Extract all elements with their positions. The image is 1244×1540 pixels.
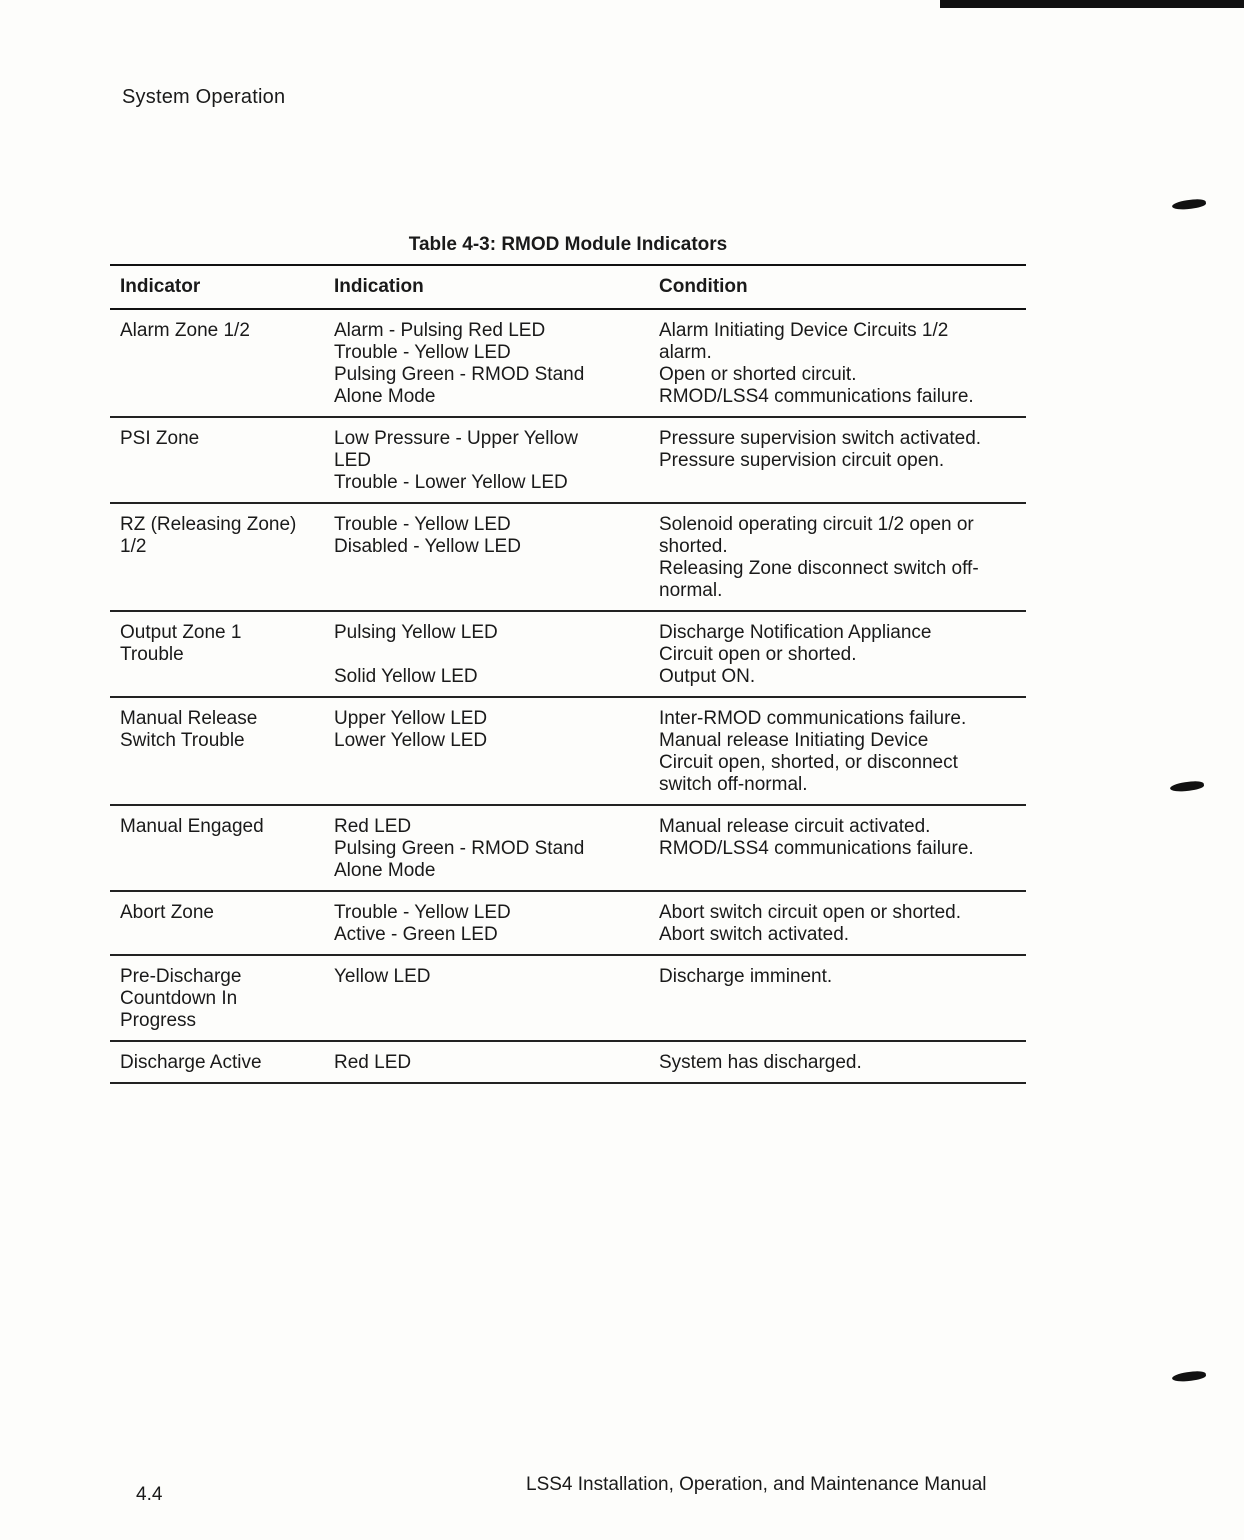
cell-line: Trouble - Yellow LED bbox=[334, 514, 511, 535]
cell-indicator bbox=[110, 309, 324, 417]
cell-condition bbox=[649, 417, 1026, 503]
cell-condition bbox=[649, 805, 1026, 891]
cell-line: Manual release Initiating Device bbox=[659, 730, 929, 751]
cell-line: Lower Yellow LED bbox=[334, 730, 488, 751]
table-row bbox=[110, 417, 1026, 503]
table-row bbox=[110, 503, 1026, 611]
cell-line: Trouble - Yellow LED bbox=[334, 902, 511, 923]
indicators-table bbox=[110, 264, 1026, 1084]
cell-line: Output Zone 1 bbox=[120, 622, 242, 643]
cell-condition bbox=[649, 697, 1026, 805]
cell-line: Solid Yellow LED bbox=[334, 666, 478, 687]
cell-indication bbox=[324, 611, 649, 697]
cell-indicator bbox=[110, 805, 324, 891]
cell-line: switch off-normal. bbox=[659, 774, 808, 795]
cell-line: RMOD/LSS4 communications failure. bbox=[659, 386, 974, 407]
cell-indicator bbox=[110, 417, 324, 503]
table-row bbox=[110, 611, 1026, 697]
cell-line: Manual Release bbox=[120, 708, 258, 729]
cell-line: shorted. bbox=[659, 536, 728, 557]
cell-indicator bbox=[110, 891, 324, 955]
cell-line: Manual release circuit activated. bbox=[659, 816, 931, 837]
cell-indicator bbox=[110, 611, 324, 697]
cell-indicator bbox=[110, 1041, 324, 1083]
cell-line: Trouble bbox=[120, 644, 184, 665]
cell-line: Alone Mode bbox=[334, 386, 436, 407]
page-number: 4.4 bbox=[136, 1484, 163, 1505]
column-header-indicator: Indicator bbox=[110, 265, 324, 309]
indicators-table-section bbox=[110, 234, 1026, 1084]
table-row bbox=[110, 1041, 1026, 1083]
cell-line: Abort Zone bbox=[120, 902, 214, 923]
cell-line: System has discharged. bbox=[659, 1052, 862, 1073]
cell-indication bbox=[324, 417, 649, 503]
cell-line: Pressure supervision circuit open. bbox=[659, 450, 945, 471]
column-header-indication: Indication bbox=[324, 265, 649, 309]
cell-line: Disabled - Yellow LED bbox=[334, 536, 521, 557]
cell-indicator bbox=[110, 955, 324, 1041]
cell-indication bbox=[324, 1041, 649, 1083]
cell-line: PSI Zone bbox=[120, 428, 200, 449]
cell-indication bbox=[324, 503, 649, 611]
cell-line: Alarm Initiating Device Circuits 1/2 bbox=[659, 320, 949, 341]
cell-line: Inter-RMOD communications failure. bbox=[659, 708, 967, 729]
cell-condition bbox=[649, 955, 1026, 1041]
cell-indicator bbox=[110, 503, 324, 611]
top-edge-rule bbox=[940, 0, 1244, 8]
cell-line: Trouble - Yellow LED bbox=[334, 342, 511, 363]
cell-indication bbox=[324, 891, 649, 955]
cell-line: normal. bbox=[659, 580, 723, 601]
cell-line: RZ (Releasing Zone) bbox=[120, 514, 297, 535]
cell-line: Output ON. bbox=[659, 666, 756, 687]
cell-indication bbox=[324, 805, 649, 891]
cell-line: Alarm - Pulsing Red LED bbox=[334, 320, 546, 341]
cell-line: Solenoid operating circuit 1/2 open or bbox=[659, 514, 974, 535]
cell-line: Switch Trouble bbox=[120, 730, 245, 751]
manual-title: LSS4 Installation, Operation, and Maintenance Manual bbox=[526, 1474, 987, 1495]
cell-line: Discharge Active bbox=[120, 1052, 262, 1073]
table-title: Table 4-3: RMOD Module Indicators bbox=[408, 234, 728, 255]
cell-line: alarm. bbox=[659, 342, 712, 363]
cell-line: Manual Engaged bbox=[120, 816, 264, 837]
table-header-row bbox=[110, 265, 1026, 309]
cell-condition bbox=[649, 891, 1026, 955]
cell-line: Alarm Zone 1/2 bbox=[120, 320, 250, 341]
cell-line: Trouble - Lower Yellow LED bbox=[334, 472, 568, 493]
cell-line: Yellow LED bbox=[334, 966, 431, 987]
cell-line: LED bbox=[334, 450, 371, 471]
cell-line: Circuit open, shorted, or disconnect bbox=[659, 752, 958, 773]
table-row bbox=[110, 891, 1026, 955]
cell-condition bbox=[649, 611, 1026, 697]
cell-indication bbox=[324, 309, 649, 417]
cell-indicator bbox=[110, 697, 324, 805]
cell-line: Active - Green LED bbox=[334, 924, 498, 945]
cell-line: Pre-Discharge bbox=[120, 966, 242, 987]
cell-line: Open or shorted circuit. bbox=[659, 364, 857, 385]
cell-line: Progress bbox=[120, 1010, 197, 1031]
cell-condition bbox=[649, 1041, 1026, 1083]
cell-line: RMOD/LSS4 communications failure. bbox=[659, 838, 974, 859]
cell-line: Red LED bbox=[334, 1052, 412, 1073]
cell-line: Upper Yellow LED bbox=[334, 708, 488, 729]
cell-line: Pressure supervision switch activated. bbox=[659, 428, 982, 449]
cell-line: Pulsing Green - RMOD Stand bbox=[334, 838, 585, 859]
cell-line: Low Pressure - Upper Yellow bbox=[334, 428, 578, 449]
page-header: System Operation bbox=[122, 86, 286, 108]
blank-line bbox=[334, 644, 639, 666]
column-header-condition: Condition bbox=[649, 265, 1026, 309]
cell-line: Circuit open or shorted. bbox=[659, 644, 857, 665]
binding-mark-middle bbox=[1170, 780, 1205, 794]
table-row bbox=[110, 955, 1026, 1041]
table-body bbox=[110, 309, 1026, 1083]
binding-mark-bottom bbox=[1172, 1370, 1207, 1384]
cell-line: Countdown In bbox=[120, 988, 238, 1009]
table-row bbox=[110, 697, 1026, 805]
cell-line: Discharge imminent. bbox=[659, 966, 833, 987]
cell-indication bbox=[324, 955, 649, 1041]
table-row bbox=[110, 309, 1026, 417]
cell-line: Alone Mode bbox=[334, 860, 436, 881]
cell-line: Pulsing Yellow LED bbox=[334, 622, 498, 643]
cell-line: Discharge Notification Appliance bbox=[659, 622, 932, 643]
cell-line: 1/2 bbox=[120, 536, 147, 557]
cell-indication bbox=[324, 697, 649, 805]
cell-line: Releasing Zone disconnect switch off- bbox=[659, 558, 979, 579]
cell-line: Pulsing Green - RMOD Stand bbox=[334, 364, 585, 385]
cell-line: Abort switch circuit open or shorted. bbox=[659, 902, 962, 923]
cell-condition bbox=[649, 503, 1026, 611]
cell-condition bbox=[649, 309, 1026, 417]
binding-mark-top bbox=[1172, 198, 1207, 212]
table-row bbox=[110, 805, 1026, 891]
cell-line: Red LED bbox=[334, 816, 412, 837]
cell-line: Abort switch activated. bbox=[659, 924, 850, 945]
